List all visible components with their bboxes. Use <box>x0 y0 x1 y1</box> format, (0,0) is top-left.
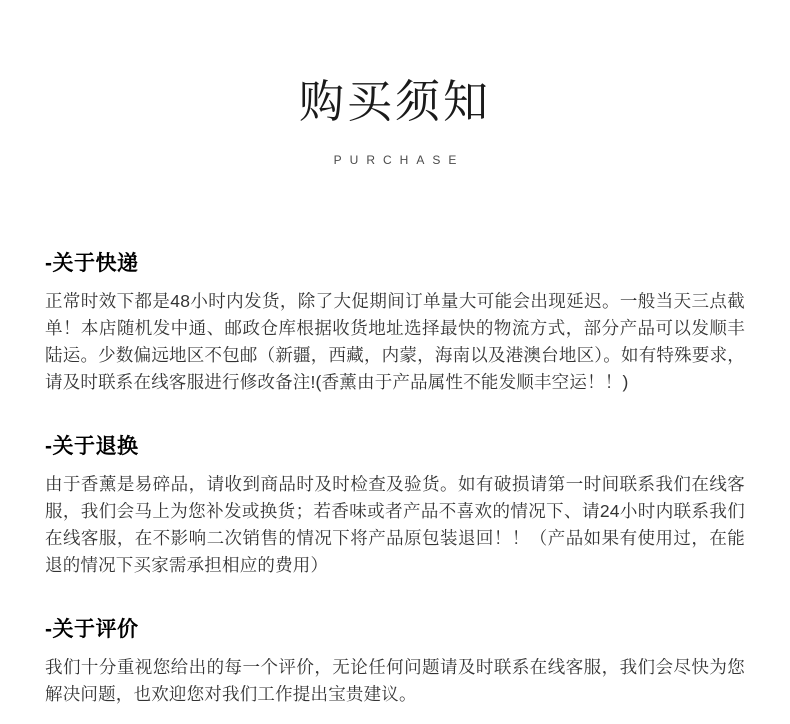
section-reviews-heading: -关于评价 <box>45 617 139 641</box>
section-reviews <box>45 613 745 708</box>
section-delivery-heading: -关于快递 <box>45 251 139 275</box>
page-title: 购买须知 <box>298 76 491 127</box>
section-returns-body: 由于香薰是易碎品，请收到商品时及时检查及验货。如有破损请第一时间联系我们在线客服，我们会马上为您补发或换货；若香味或者产品不喜欢的情况下、请24小时内联系我们在线客服，在不影响二次销售的情况下将产品原包装退回！！（产品如果有使用过，在能退的情况下买家需承担相应的费用） <box>45 473 745 575</box>
section-delivery <box>45 247 745 396</box>
section-returns-heading: -关于退换 <box>45 434 139 458</box>
section-reviews-body: 我们十分重视您给出的每一个评价，无论任何问题请及时联系在线客服，我们会尽快为您解决问题，也欢迎您对我们工作提出宝贵建议。 <box>45 656 745 704</box>
page-header <box>0 0 790 167</box>
section-returns <box>45 430 745 579</box>
notice-content <box>0 247 790 708</box>
section-delivery-body: 正常时效下都是48小时内发货，除了大促期间订单量大可能会出现延迟。一般当天三点截单！本店随机发中通、邮政仓库根据收货地址选择最快的物流方式，部分产品可以发顺丰陆运。少数偏远地区不包邮（新疆，西藏，内蒙，海南以及港澳台地区）。如有特殊要求，请及时联系在线客服进行修改备注!(香薰由于产品属性不能发顺丰空运！！) <box>45 290 745 392</box>
page-subtitle: PURCHASE <box>333 152 465 167</box>
